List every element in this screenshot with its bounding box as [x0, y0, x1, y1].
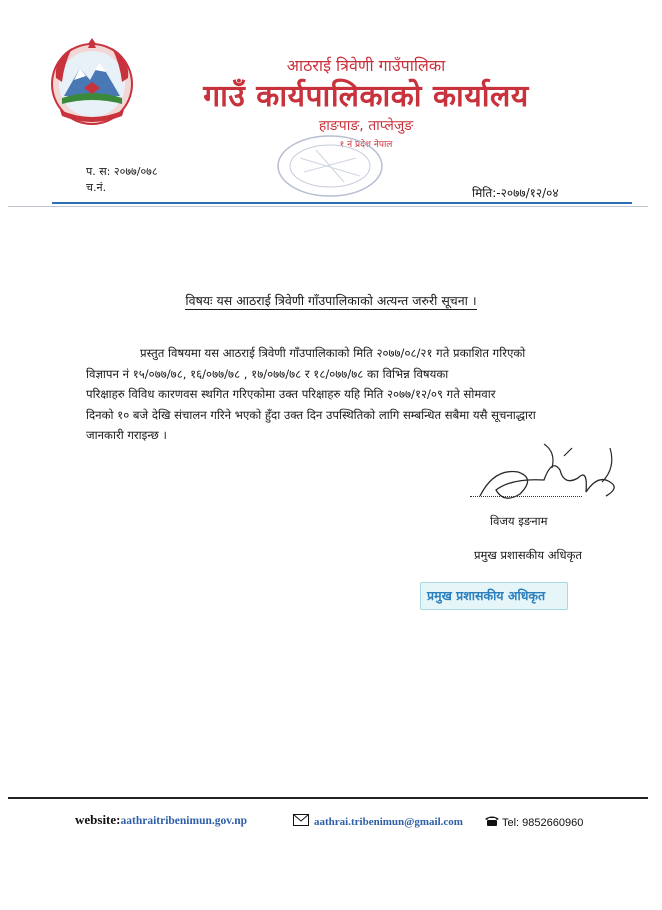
body-line: दिनको १० बजे देखि संचालन गरिने भएको हुँदा उक्त दिन उपस्थितिको लागि सम्बन्धित सबैमा यसै सूचनाद्धारा — [86, 407, 536, 422]
notice-body — [86, 343, 606, 446]
footer-email[interactable]: aathrai.tribenimun@gmail.com — [314, 816, 463, 828]
footer-divider — [8, 797, 648, 799]
handwritten-signature — [460, 438, 630, 508]
footer-phone: Tel: 9852660960 — [502, 817, 584, 829]
letter-date: मिति:-२०७७/१२/०४ — [472, 186, 559, 200]
reference-number: प. स: २०७७/०७८ — [86, 165, 158, 178]
signatory-title: प्रमुख प्रशासकीय अधिकृत — [474, 548, 582, 562]
designation-stamp-text: प्रमुख प्रशासकीय अधिकृत — [427, 588, 546, 603]
municipality-name: आठराई त्रिवेणी गाउँपालिका — [286, 56, 446, 75]
footer-website — [75, 812, 247, 828]
header-divider — [52, 202, 632, 204]
signature-line — [470, 496, 582, 497]
body-line: परिक्षाहरु विविध कारणवस स्थगित गरिएकोमा उक्त परिक्षाहरु यहि मिति २०७७/१२/०९ गते सोमवार — [86, 387, 496, 401]
telephone-icon — [484, 815, 500, 827]
body-line: जानकारी गराइन्छ । — [86, 428, 167, 442]
province-name: १ नं प्रदेश नेपाल — [339, 140, 393, 150]
website-link[interactable]: aathraitribenimun.gov.np — [120, 815, 248, 827]
body-line: विज्ञापन नं १५/०७७/७८, १६/०७७/७८ , १७/०७७/७८ र १८/०७७/७८ का विभिन्न विषयका — [86, 366, 449, 381]
notice-subject — [0, 292, 662, 309]
body-line: प्रस्तुत विषयमा यस आठराई त्रिवेणी गाँउपालिकाको मिति २०७७/०८/२१ गते प्रकाशित गरिएको — [140, 346, 526, 360]
website-label: website: — [75, 812, 121, 827]
signatory-name: विजय इङनाम — [490, 514, 548, 528]
dispatch-number: च.नं. — [86, 181, 107, 194]
designation-stamp — [420, 582, 568, 610]
notice-subject-text: विषयः यस आठराई त्रिवेणी गाँउपालिकाको अत्यन्त जरुरी सूचना । — [185, 293, 477, 308]
office-name: गाउँ कार्यपालिकाको कार्यालय — [203, 79, 529, 114]
office-location: हाङपाङ, ताप्लेजुङ — [318, 118, 414, 134]
office-seal-stamp — [270, 128, 390, 198]
header-divider-shadow — [8, 206, 648, 207]
envelope-icon — [293, 814, 309, 826]
